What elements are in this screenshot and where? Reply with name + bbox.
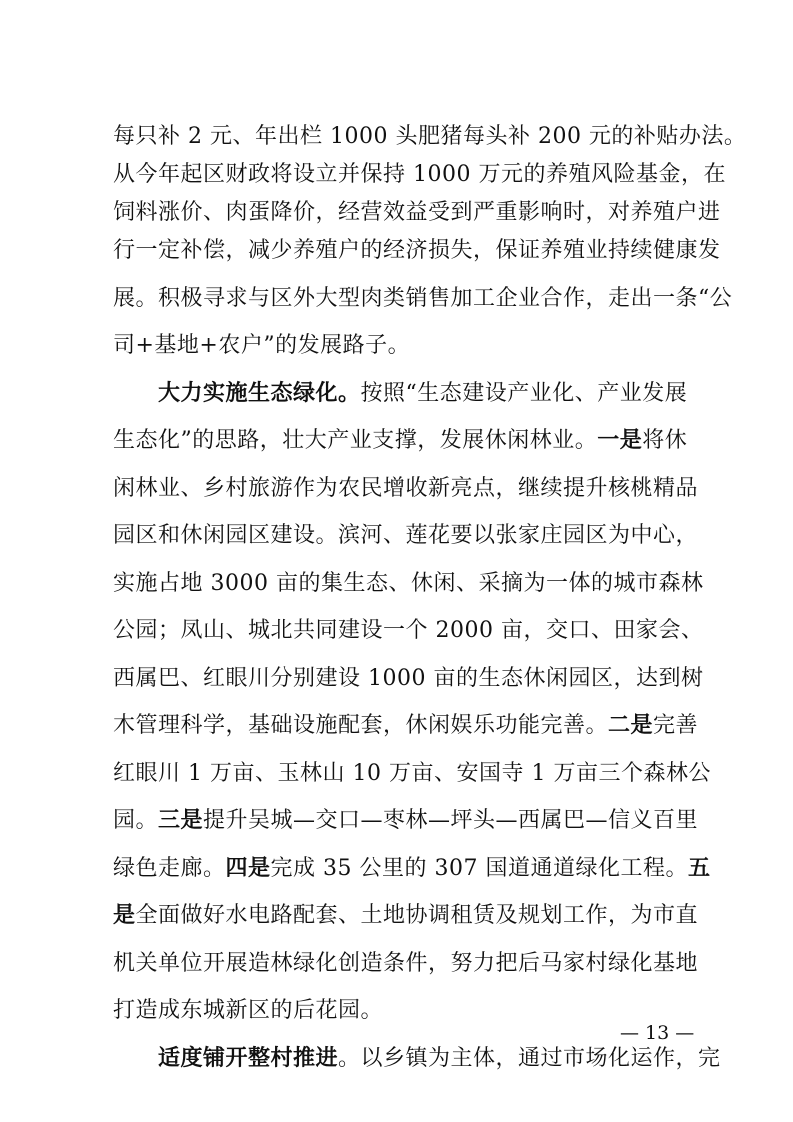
text-line: 生态化”的思路，壮大产业支撑，发展休闲林业。一是将休 <box>113 428 688 453</box>
emphasis-marker: 五 <box>688 856 711 881</box>
text-line: 机关单位开展造林绿化创造条件，努力把后马家村绿化基地 <box>113 951 699 976</box>
text-line: 园。三是提升吴城—交口—枣林—坪头—西属巴—信义百里 <box>113 808 699 833</box>
text-line: 是全面做好水电路配套、土地协调租赁及规划工作，为市直 <box>113 903 699 928</box>
emphasis-marker: 二是 <box>608 713 654 738</box>
text-line: 西属巴、红眼川分别建设 1000 亩的生态休闲园区，达到树 <box>113 666 704 691</box>
text-line: 木管理科学，基础设施配套，休闲娱乐功能完善。二是完善 <box>113 713 699 738</box>
text-line: 饲料涨价、肉蛋降价，经营效益受到严重影响时，对养殖户进 <box>113 200 721 225</box>
emphasis-marker: 四是 <box>225 856 271 881</box>
emphasis-marker: 是 <box>113 903 136 928</box>
paragraph-first-line: 适度铺开整村推进。以乡镇为主体，通过市场化运作，完 <box>158 1046 721 1071</box>
text-line: 实施占地 3000 亩的集生态、休闲、采摘为一体的城市森林 <box>113 571 704 596</box>
text-line: 公园；凤山、城北共同建设一个 2000 亩，交口、田家会、 <box>113 618 704 643</box>
text-line: 闲林业、乡村旅游作为农民增收新亮点，继续提升核桃精品 <box>113 476 699 501</box>
page-number: — 13 — <box>620 1022 695 1044</box>
text-line: 红眼川 1 万亩、玉林山 10 万亩、安国寺 1 万亩三个森林公 <box>113 761 711 786</box>
emphasis-marker: 一是 <box>597 428 643 453</box>
text-line: 展。积极寻求与区外大型肉类销售加工企业合作，走出一条“公 <box>113 286 733 311</box>
text-line: 行一定补偿，减少养殖户的经济损失，保证养殖业持续健康发 <box>113 238 721 263</box>
section-heading: 大力实施生态绿化。 <box>158 381 361 406</box>
text-line: 每只补 2 元、年出栏 1000 头肥猪每头补 200 元的补贴办法。 <box>113 124 747 149</box>
text-line: 打造成东城新区的后花园。 <box>113 998 384 1023</box>
text-line: 绿色走廊。四是完成 35 公里的 307 国道通道绿化工程。五 <box>113 856 711 881</box>
text-line: 司+基地+农户”的发展路子。 <box>113 333 411 358</box>
text-line: 园区和休闲园区建设。滨河、莲花要以张家庄园区为中心， <box>113 523 699 548</box>
emphasis-marker: 三是 <box>158 808 204 833</box>
paragraph-first-line: 大力实施生态绿化。按照“生态建设产业化、产业发展 <box>158 381 688 406</box>
text-line: 从今年起区财政将设立并保持 1000 万元的养殖风险基金，在 <box>113 162 726 187</box>
section-heading: 适度铺开整村推进 <box>158 1046 339 1071</box>
